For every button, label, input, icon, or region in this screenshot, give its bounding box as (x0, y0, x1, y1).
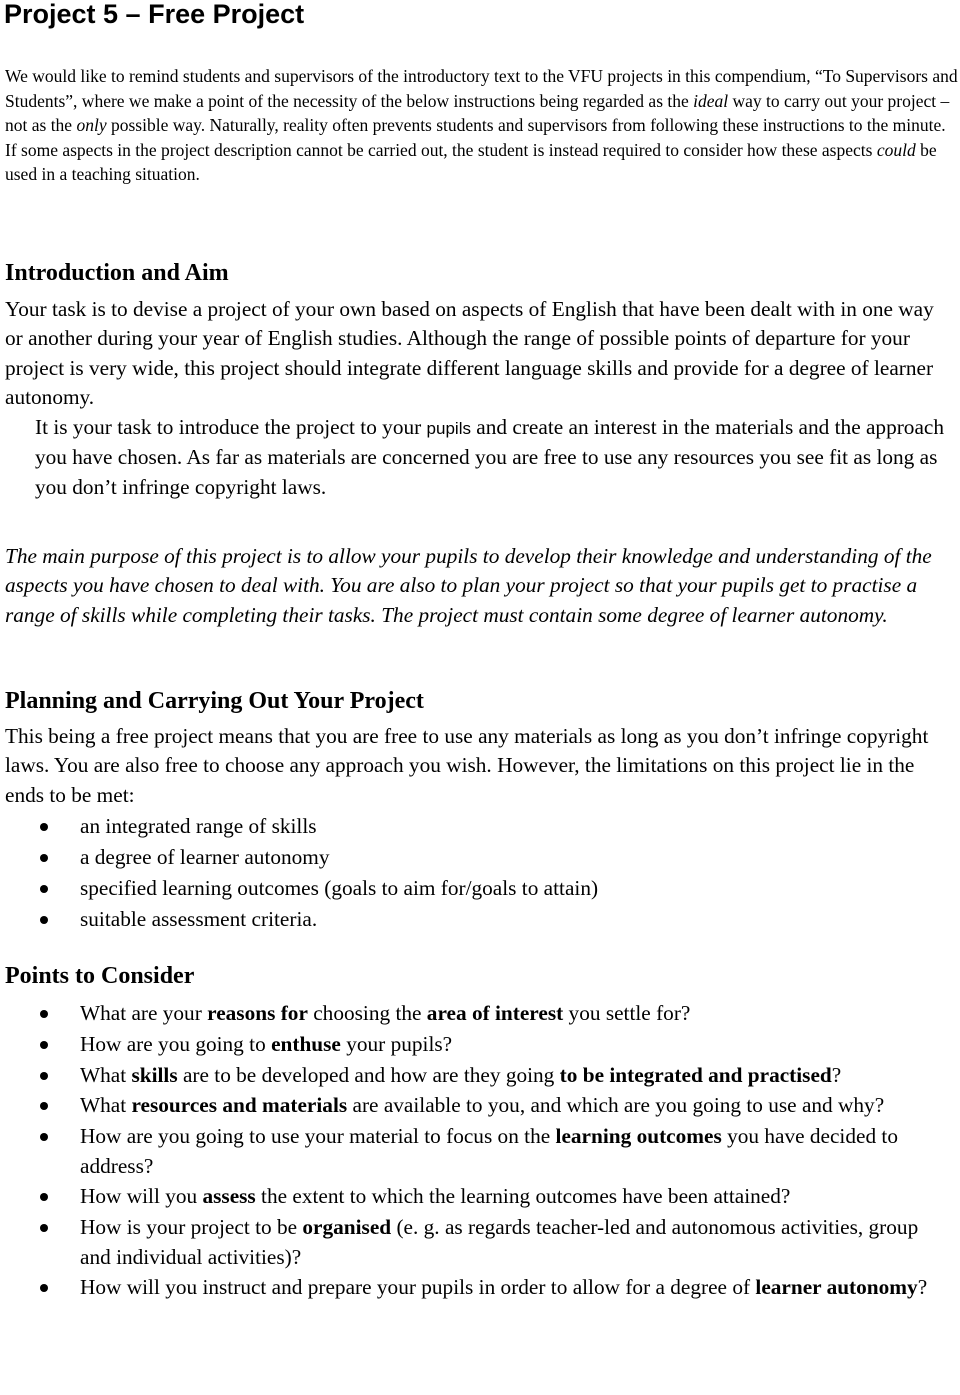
intro-emphasis-could: could (876, 139, 916, 160)
heading-points-to-consider: Points to Consider (5, 963, 195, 989)
list-item-text: What (80, 1093, 132, 1118)
heading-planning: Planning and Carrying Out Your Project (5, 688, 424, 714)
list-item-text: your pupils? (340, 1031, 453, 1056)
list-item-text: How are you going to (80, 1031, 272, 1056)
list-item-text: are to be developed and how are they going (177, 1062, 560, 1087)
intro-emphasis-only: only (76, 115, 107, 135)
list-item-emphasis: to be integrated and practised (559, 1062, 832, 1087)
list-item-emphasis: area of interest (426, 1001, 564, 1025)
intro-text-3: possible way. Naturally, reality often prevents students and supervisors from following these instructions to the minute. If some aspects in the project description cannot be carried out, the student is instead required to consider how these aspects (5, 115, 946, 160)
task-text-1: It is your task to introduce the project to your (35, 415, 427, 439)
list-item (0, 1030, 950, 1059)
bullet-icon (40, 1224, 48, 1232)
list-item-emphasis: reasons for (207, 1001, 308, 1025)
list-item-emphasis: enthuse (271, 1031, 341, 1056)
bullet-icon (40, 1133, 48, 1141)
list-item-emphasis: learner autonomy (755, 1275, 918, 1300)
intro-aim-paragraph: Your task is to devise a project of your own based on aspects of English that have been dealt with in one way or another during your year of English studies. Although the range of possible points of departure for your project is very wide, this project should integrate different language skills and provide for a degree of learner autonomy. (5, 297, 934, 410)
list-item (0, 843, 950, 872)
task-text-2: and create an interest in the materials and the approach you have chosen. As far as materials are concerned you are free to use any resources you see fit as long as you don’t infringe copyright laws. (35, 415, 945, 499)
intro-text-1: We would like to remind students and supervisors of the introductory text to the VFU projects in this compendium, “To Supervisors and Students”, where we make a point of the necessity of the below instructions being regarded as the (5, 66, 958, 111)
bullet-icon (40, 885, 48, 893)
page-title: Project 5 – Free Project (4, 0, 305, 29)
list-item-emphasis: organised (302, 1215, 392, 1240)
intro-text-2: way to carry out your project – not as the (5, 90, 950, 135)
bullet-icon (40, 1041, 48, 1049)
list-item-text: a degree of learner autonomy (80, 845, 330, 869)
list-item-text: you settle for? (563, 1001, 691, 1025)
list-item-text: How is your project to be (80, 1215, 303, 1240)
planning-list (0, 812, 960, 936)
list-item-text: specified learning outcomes (goals to aim for/goals to attain) (80, 876, 599, 900)
task-word-pupils: pupils (426, 419, 471, 438)
list-item (0, 1273, 950, 1302)
list-item-text: (e. g. as regards teacher-led and autonomous activities, group and individual activities)? (80, 1215, 919, 1269)
list-item-text: suitable assessment criteria. (80, 907, 318, 931)
list-item-emphasis: skills (131, 1062, 178, 1087)
list-item (0, 1213, 950, 1272)
list-item-text: you have decided to address? (80, 1124, 898, 1178)
heading-introduction-and-aim: Introduction and Aim (5, 260, 229, 286)
list-item (0, 1122, 950, 1181)
list-item-text: are available to you, and which are you going to use and why? (347, 1093, 885, 1118)
list-item-text: ? (917, 1275, 928, 1300)
list-item-text: ? (831, 1062, 842, 1087)
planning-paragraph: This being a free project means that you are free to use any materials as long as you don’t infringe copyright laws. You are also free to choose any approach you wish. However, the limitations on this project lie in the ends to be met: (5, 724, 929, 807)
bullet-icon (40, 823, 48, 831)
bullet-icon (40, 1284, 48, 1292)
list-item-text: the extent to which the learning outcomes have been attained? (255, 1184, 791, 1209)
purpose-paragraph: The main purpose of this project is to allow your pupils to develop their knowledge and understanding of the aspects you have chosen to deal with. You are also to plan your project so that your pupils get to practise a range of skills while completing their tasks. The project must contain some degree of learner autonomy. (5, 544, 932, 627)
points-list (0, 999, 960, 1304)
intro-text-4: be used in a teaching situation. (5, 139, 937, 184)
list-item (0, 1091, 950, 1120)
list-item-text: What are your (80, 1001, 208, 1025)
list-item (0, 874, 950, 903)
list-item (0, 1182, 950, 1211)
bullet-icon (40, 1072, 48, 1080)
list-item-emphasis: assess (202, 1184, 256, 1209)
list-item-text: an integrated range of skills (80, 814, 317, 838)
list-item-emphasis: resources and materials (131, 1093, 348, 1118)
bullet-icon (40, 1193, 48, 1201)
intro-paragraph (5, 64, 960, 187)
list-item (0, 999, 950, 1028)
bullet-icon (40, 916, 48, 924)
list-item-text: How are you going to use your material to focus on the (80, 1124, 556, 1149)
list-item-emphasis: learning outcomes (555, 1124, 722, 1149)
list-item-text: How will you instruct and prepare your pupils in order to allow for a degree of (80, 1275, 756, 1300)
bullet-icon (40, 854, 48, 862)
list-item-text: How will you (80, 1184, 203, 1209)
intro-emphasis-ideal: ideal (693, 90, 729, 111)
list-item (0, 1061, 950, 1090)
list-item (0, 812, 950, 841)
list-item-text: What (80, 1062, 132, 1087)
intro-task-paragraph (35, 413, 955, 502)
list-item-text: choosing the (307, 1001, 427, 1025)
bullet-icon (40, 1102, 48, 1110)
bullet-icon (40, 1010, 48, 1018)
list-item (0, 905, 950, 934)
